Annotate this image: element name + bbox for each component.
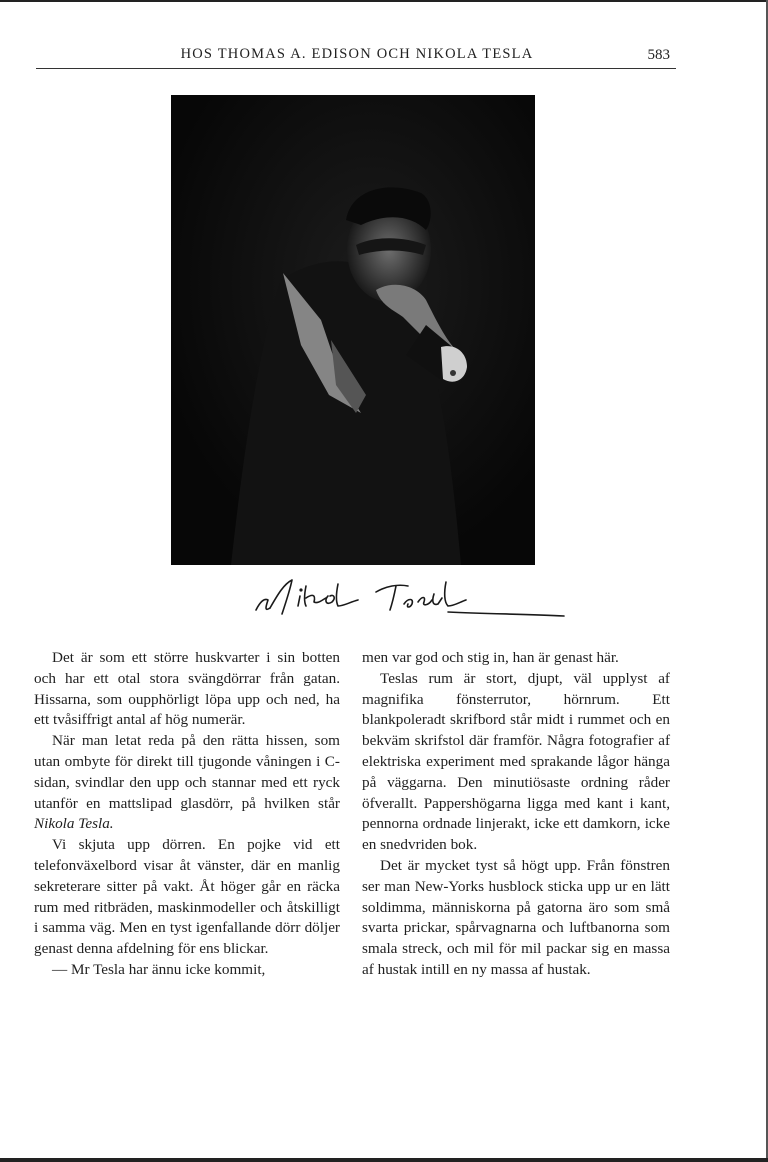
left-column bbox=[34, 648, 340, 981]
paragraph: Teslas rum är stort, djupt, väl upplyst af magnifika fönsterrutor, hörnrum. Ett blankpoleradt skrifbord står midt i rummet och en bekväm skrifstol där framför. Några fotografier af elektriska experiment med sprakande lågor hänga på väggarna. Den minutiösaste ordning råder öfverallt. Pappershögarna ligga med kant i kant, pennorna ordnade linjerakt, icke ett damkorn, icke en snedvriden bok. bbox=[362, 669, 670, 854]
signature-icon bbox=[248, 572, 568, 628]
paragraph: Det är som ett större huskvarter i sin botten och har ett otal stora svängdörrar från gatan. Hissarna, som oupphörligt löpa upp och ned, ha ett tvåsiffrigt antal af hög numerär. bbox=[34, 649, 340, 729]
paragraph-text: När man letat reda på den rätta hissen, som utan ombyte för direkt till tjugonde våningen i C-sidan, svindlar den upp och stannar med ett ryck utanför en mattslipad glasdörr, på hvilken står bbox=[34, 732, 340, 812]
signature-text: Nikola Tesla bbox=[248, 572, 254, 573]
paragraph: Det är mycket tyst så högt upp. Från fönstren ser man New-Yorks husblock sticka upp ur en lätt soldimma, människorna på gatorna äro som små svarta prickar, spårvagnarna och luftbanorna som smala streck, och mil för mil packar sig en massa af hustak intill en ny massa af hustak. bbox=[362, 856, 670, 978]
paragraph bbox=[34, 731, 340, 835]
portrait-photo bbox=[171, 95, 535, 565]
right-column bbox=[362, 648, 670, 981]
paragraph: Vi skjuta upp dörren. En pojke vid ett telefonväxelbord visar åt vänster, där en manlig sekreterare sitter på vakt. Åt höger går en räcka rum med ritbräden, maskinmodeller och åtskilligt i samma väg. Men en tyst igenfallande dörr döljer genast denna afdelning för ens blickar. bbox=[34, 836, 340, 958]
paragraph: — Mr Tesla har ännu icke kommit, bbox=[52, 960, 266, 978]
scan-bottom-border bbox=[0, 1158, 768, 1162]
running-head bbox=[36, 46, 676, 69]
portrait-photo-icon bbox=[171, 95, 535, 565]
running-title: HOS THOMAS A. EDISON OCH NIKOLA TESLA bbox=[180, 46, 534, 62]
paragraph: men var god och stig in, han är genast här. bbox=[362, 649, 619, 666]
scan-top-border bbox=[0, 0, 768, 2]
page-number: 583 bbox=[647, 47, 670, 63]
paragraph-italic: Nikola Tesla. bbox=[34, 815, 114, 833]
